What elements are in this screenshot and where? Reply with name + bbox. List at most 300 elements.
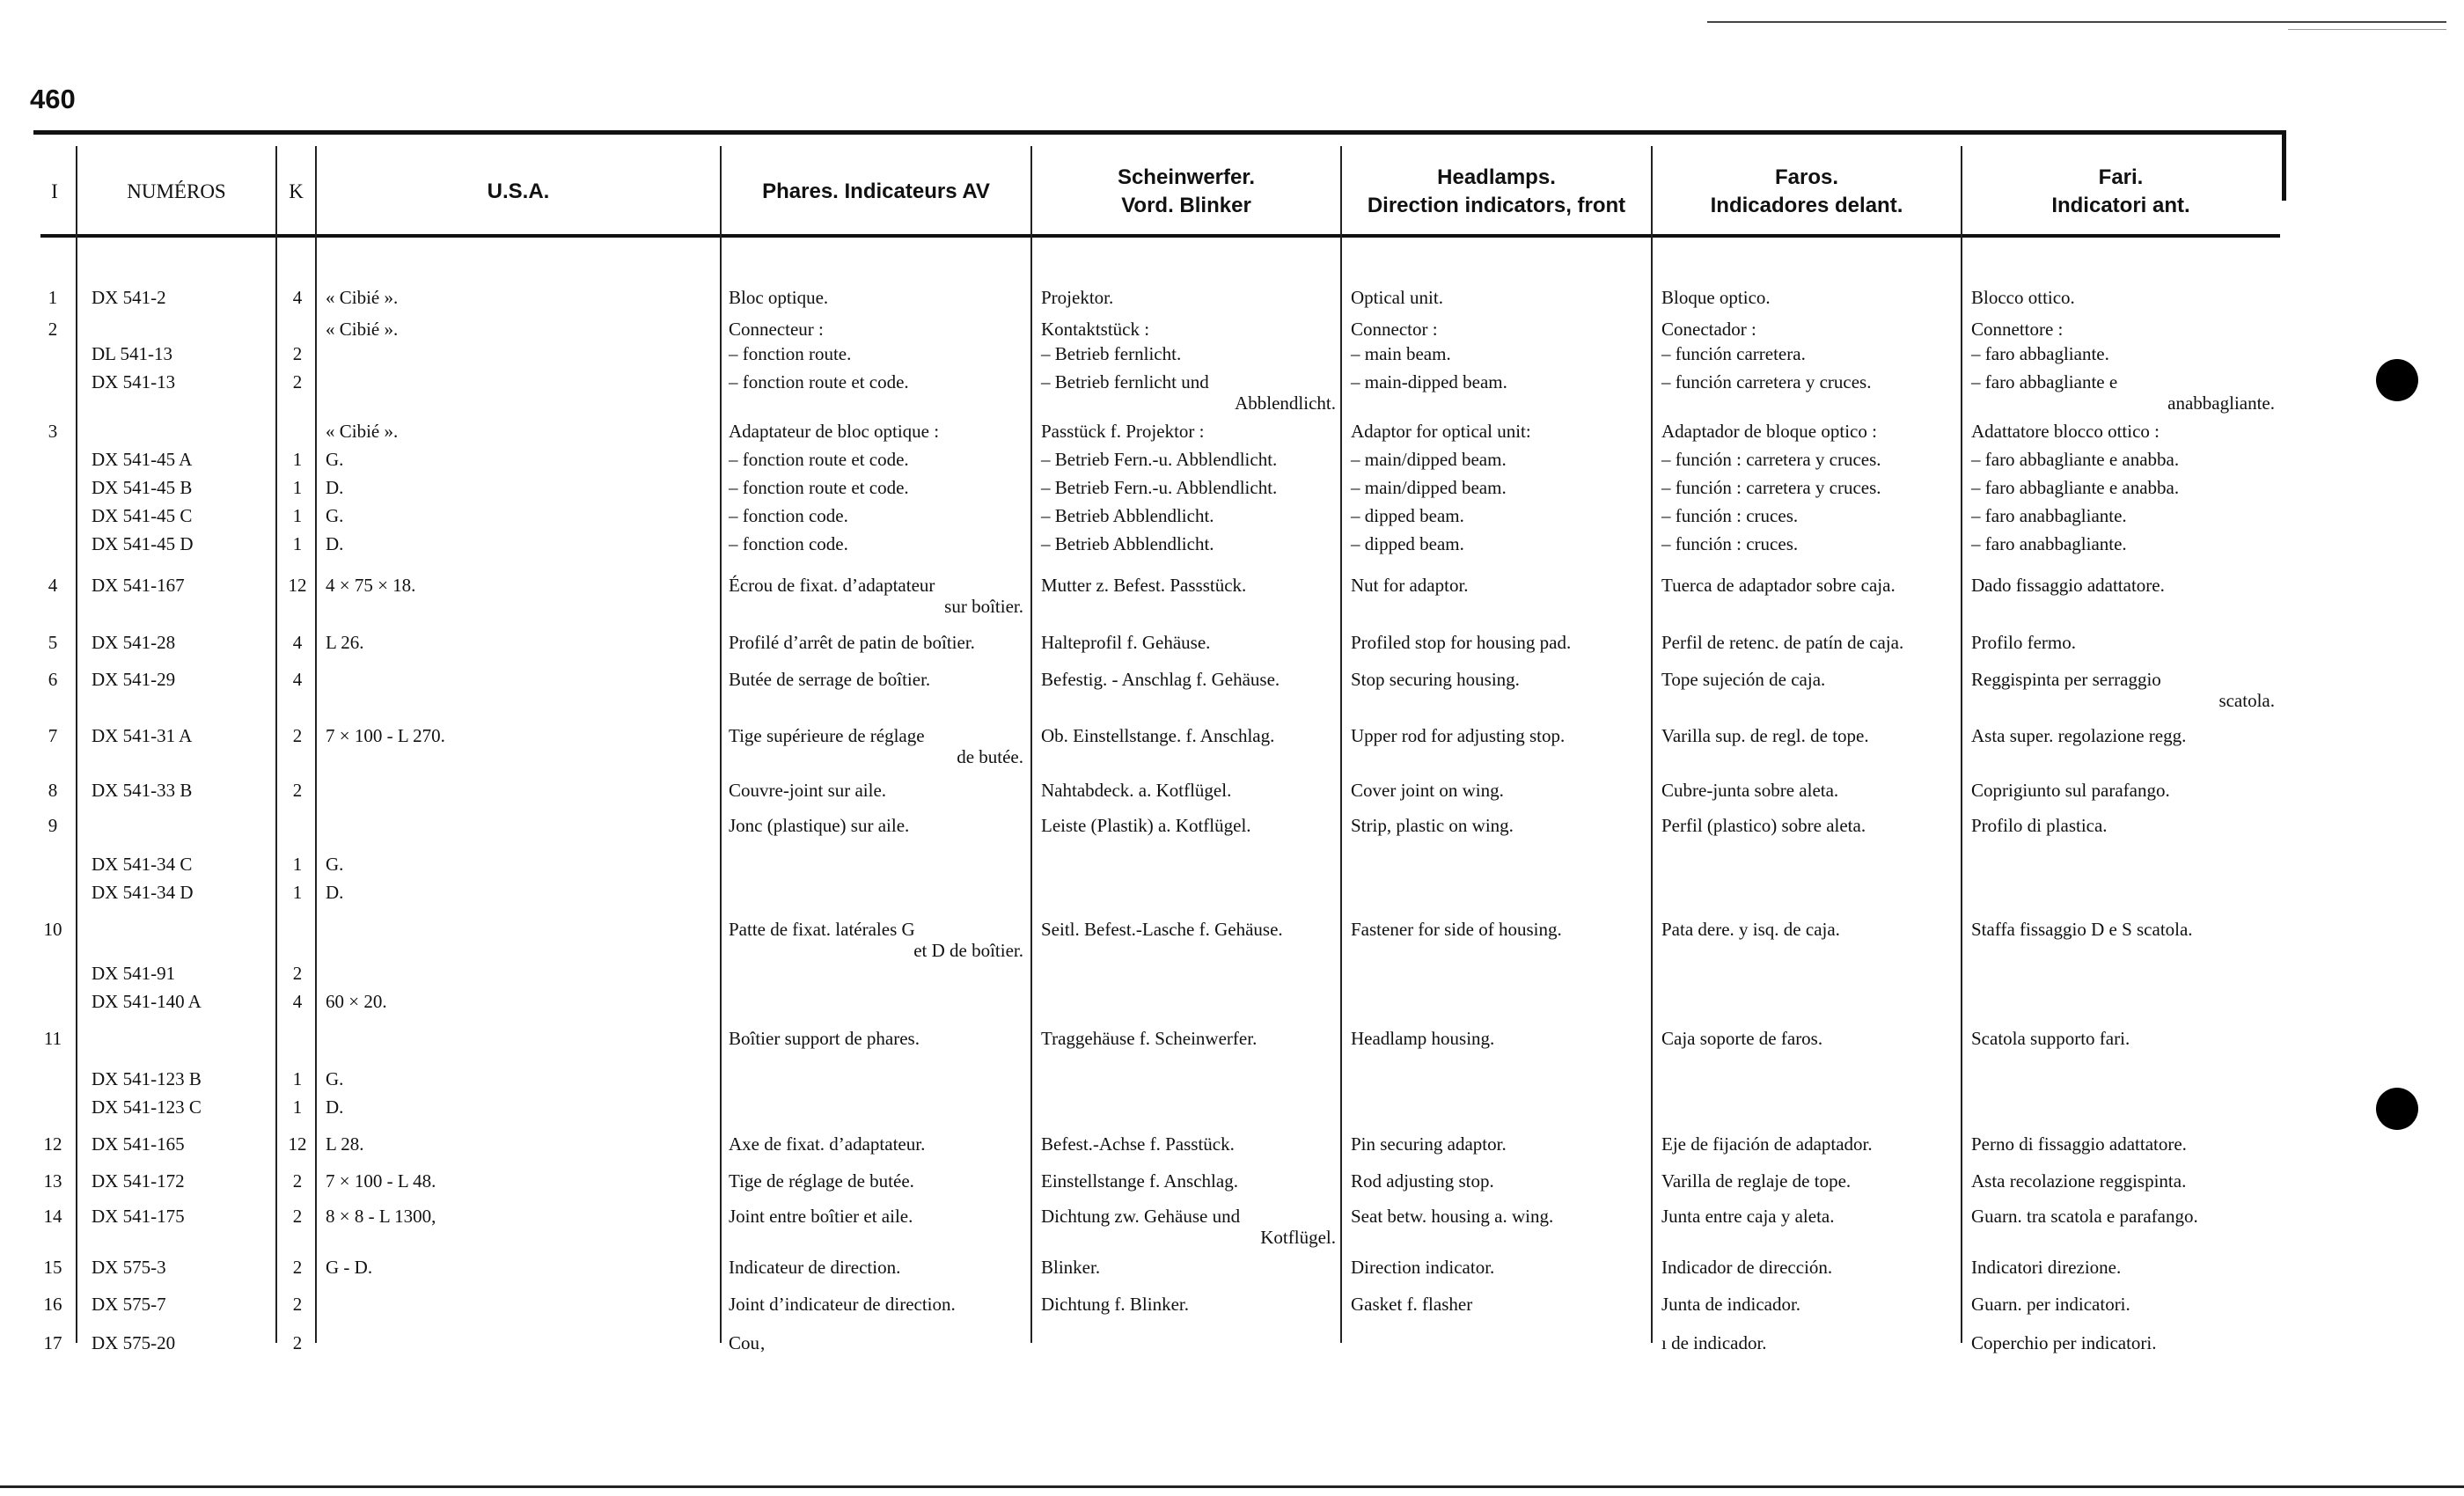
usa-note bbox=[326, 1257, 713, 1278]
german-description-continuation: Abblendlicht. bbox=[1235, 392, 1336, 414]
german-description-text: Mutter z. Befest. Passstück. bbox=[1041, 575, 1247, 596]
english-description-text: Adaptor for optical unit: bbox=[1351, 421, 1531, 442]
french-description-text: Couvre-joint sur aile. bbox=[729, 780, 887, 801]
part-number-text: DX 541-34 D bbox=[92, 882, 194, 903]
top-rule-short bbox=[2288, 29, 2446, 30]
french-description bbox=[729, 477, 1023, 498]
french-description-text: Patte de fixat. latérales G bbox=[729, 919, 915, 940]
german-description-text: Befest.-Achse f. Passtück. bbox=[1041, 1133, 1235, 1155]
part-number-text: DX 541-45 D bbox=[92, 533, 194, 554]
italian-description-text: Guarn. per indicatori. bbox=[1971, 1294, 2130, 1315]
part-number-text: DX 541-31 A bbox=[92, 725, 193, 746]
part-number-text: DX 541-123 C bbox=[92, 1096, 202, 1118]
part-number bbox=[92, 287, 272, 308]
quantity-text: 1 bbox=[292, 533, 303, 554]
quantity bbox=[282, 575, 313, 596]
italian-description bbox=[1971, 449, 2275, 470]
column-divider bbox=[1030, 146, 1032, 1343]
german-description bbox=[1041, 1133, 1336, 1155]
spanish-description-text: Pata dere. y isq. de caja. bbox=[1661, 919, 1840, 940]
italian-description bbox=[1971, 1294, 2275, 1315]
french-description bbox=[729, 319, 1023, 340]
german-description-text: – Betrieb Abblendlicht. bbox=[1041, 505, 1214, 526]
english-description bbox=[1351, 533, 1646, 554]
part-number-text: DX 541-33 B bbox=[92, 780, 193, 801]
spanish-description bbox=[1661, 725, 1956, 746]
german-description-text: – Betrieb Fern.-u. Abblendlicht. bbox=[1041, 449, 1278, 470]
header-spanish-line2: Indicadores delant. bbox=[1710, 194, 1903, 217]
spanish-description bbox=[1661, 575, 1956, 596]
row-index-text: 17 bbox=[43, 1332, 62, 1353]
french-description-text: Indicateur de direction. bbox=[729, 1257, 901, 1278]
english-description-text: Connector : bbox=[1351, 319, 1438, 340]
column-divider bbox=[1651, 146, 1653, 1343]
quantity-text: 2 bbox=[292, 780, 303, 801]
spanish-description-text: – función : cruces. bbox=[1661, 505, 1799, 526]
italian-description-text: Profilo di plastica. bbox=[1971, 815, 2108, 836]
italian-description-text: Coprigiunto sul parafango. bbox=[1971, 780, 2170, 801]
german-description-text: Dichtung zw. Gehäuse und bbox=[1041, 1206, 1241, 1227]
row-index-text: 10 bbox=[43, 919, 62, 940]
usa-note bbox=[326, 533, 713, 554]
part-number bbox=[92, 477, 272, 498]
quantity bbox=[282, 343, 313, 364]
usa-note-text: « Cibié ». bbox=[326, 287, 399, 308]
row-index-text: 16 bbox=[43, 1294, 62, 1315]
italian-description-text: Asta recolazione reggispinta. bbox=[1971, 1170, 2187, 1192]
quantity-text: 12 bbox=[288, 575, 307, 596]
row-index-text: 3 bbox=[48, 421, 58, 442]
header-italian-line1: Fari. bbox=[2098, 165, 2144, 189]
usa-note bbox=[326, 477, 713, 498]
row-index-text: 9 bbox=[48, 815, 58, 836]
spanish-description bbox=[1661, 1332, 1956, 1353]
quantity-text: 2 bbox=[292, 1170, 303, 1192]
quantity-text: 1 bbox=[292, 1096, 303, 1118]
english-description bbox=[1351, 1133, 1646, 1155]
french-description-text: – fonction route. bbox=[729, 343, 852, 364]
french-description bbox=[729, 1170, 1023, 1192]
usa-note bbox=[326, 632, 713, 653]
english-description bbox=[1351, 477, 1646, 498]
quantity-text: 2 bbox=[292, 1206, 303, 1227]
top-rule bbox=[1707, 21, 2446, 23]
usa-note-text: L 26. bbox=[326, 632, 364, 653]
german-description bbox=[1041, 919, 1336, 940]
quantity bbox=[282, 449, 313, 470]
header-german-line1: Scheinwerfer. bbox=[1117, 165, 1256, 189]
table-right-border bbox=[2282, 130, 2286, 201]
spanish-description bbox=[1661, 287, 1956, 308]
italian-description bbox=[1971, 815, 2275, 836]
german-description bbox=[1041, 632, 1336, 653]
english-description-text: – main/dipped beam. bbox=[1351, 449, 1507, 470]
english-description bbox=[1351, 1294, 1646, 1315]
german-description bbox=[1041, 1206, 1336, 1248]
usa-note bbox=[326, 1170, 713, 1192]
english-description bbox=[1351, 505, 1646, 526]
quantity-text: 2 bbox=[292, 963, 303, 984]
row-index-text: 11 bbox=[43, 1028, 62, 1049]
row-index bbox=[33, 575, 72, 596]
part-number bbox=[92, 1206, 272, 1227]
quantity bbox=[282, 1206, 313, 1227]
row-index-text: 6 bbox=[48, 669, 58, 690]
usa-note-text: « Cibié ». bbox=[326, 319, 399, 340]
quantity-text: 12 bbox=[288, 1133, 307, 1155]
italian-description-text: Asta super. regolazione regg. bbox=[1971, 725, 2187, 746]
part-number-text: DX 541-45 A bbox=[92, 449, 193, 470]
usa-note-text: G. bbox=[326, 854, 344, 875]
german-description bbox=[1041, 449, 1336, 470]
part-number-text: DX 541-165 bbox=[92, 1133, 185, 1155]
spanish-description-text: Perfil de retenc. de patín de caja. bbox=[1661, 632, 1904, 653]
row-index-text: 14 bbox=[43, 1206, 62, 1227]
italian-description bbox=[1971, 1170, 2275, 1192]
german-description bbox=[1041, 287, 1336, 308]
italian-description bbox=[1971, 1133, 2275, 1155]
italian-description bbox=[1971, 287, 2275, 308]
part-number bbox=[92, 343, 272, 364]
part-number bbox=[92, 1133, 272, 1155]
italian-description-text: Reggispinta per serraggio bbox=[1971, 669, 2161, 690]
header-english bbox=[1342, 157, 1651, 227]
quantity-text: 2 bbox=[292, 343, 303, 364]
part-number bbox=[92, 991, 272, 1012]
spanish-description bbox=[1661, 669, 1956, 690]
spanish-description-text: Perfil (plastico) sobre aleta. bbox=[1661, 815, 1866, 836]
spanish-description bbox=[1661, 632, 1956, 653]
quantity-text: 2 bbox=[292, 1294, 303, 1315]
usa-note-text: G. bbox=[326, 505, 344, 526]
english-description-text: – dipped beam. bbox=[1351, 533, 1464, 554]
quantity bbox=[282, 505, 313, 526]
quantity-text: 1 bbox=[292, 854, 303, 875]
usa-note-text: 8 × 8 - L 1300, bbox=[326, 1206, 436, 1227]
bottom-rule bbox=[0, 1485, 2464, 1488]
german-description-text: Projektor. bbox=[1041, 287, 1114, 308]
french-description-text: Tige de réglage de butée. bbox=[729, 1170, 914, 1192]
french-description-text: Joint d’indicateur de direction. bbox=[729, 1294, 956, 1315]
spanish-description bbox=[1661, 780, 1956, 801]
usa-note bbox=[326, 882, 713, 903]
german-description-text: – Betrieb Fern.-u. Abblendlicht. bbox=[1041, 477, 1278, 498]
row-index bbox=[33, 1257, 72, 1278]
english-description-text: Seat betw. housing a. wing. bbox=[1351, 1206, 1554, 1227]
spanish-description bbox=[1661, 1294, 1956, 1315]
english-description bbox=[1351, 780, 1646, 801]
french-description-text: Profilé d’arrêt de patin de boîtier. bbox=[729, 632, 975, 653]
usa-note-text: D. bbox=[326, 882, 344, 903]
french-description bbox=[729, 1206, 1023, 1227]
italian-description bbox=[1971, 319, 2275, 340]
spanish-description bbox=[1661, 1257, 1956, 1278]
usa-note bbox=[326, 449, 713, 470]
french-description bbox=[729, 449, 1023, 470]
row-index-text: 4 bbox=[48, 575, 58, 596]
spanish-description-text: Caja soporte de faros. bbox=[1661, 1028, 1823, 1049]
quantity bbox=[282, 1068, 313, 1089]
header-english-line1: Headlamps. bbox=[1437, 165, 1556, 189]
italian-description bbox=[1971, 1028, 2275, 1049]
italian-description-continuation: anabbagliante. bbox=[2167, 392, 2275, 414]
quantity bbox=[282, 882, 313, 903]
english-description-text: Strip, plastic on wing. bbox=[1351, 815, 1514, 836]
part-number-text: DX 541-2 bbox=[92, 287, 166, 308]
spanish-description bbox=[1661, 421, 1956, 442]
german-description-text: – Betrieb fernlicht. bbox=[1041, 343, 1182, 364]
spanish-description-text: Tuerca de adaptador sobre caja. bbox=[1661, 575, 1896, 596]
usa-note-text: D. bbox=[326, 1096, 344, 1118]
german-description-text: Ob. Einstellstange. f. Anschlag. bbox=[1041, 725, 1275, 746]
row-index bbox=[33, 780, 72, 801]
part-number-text: DL 541-13 bbox=[92, 343, 172, 364]
italian-description-text: – faro abbagliante e bbox=[1971, 371, 2118, 392]
page-number: 460 bbox=[30, 84, 76, 114]
usa-note-text: L 28. bbox=[326, 1133, 364, 1155]
quantity-text: 2 bbox=[292, 1257, 303, 1278]
quantity bbox=[282, 1332, 313, 1353]
usa-note bbox=[326, 1068, 713, 1089]
usa-note-text: 7 × 100 - L 48. bbox=[326, 1170, 436, 1192]
usa-note-text: « Cibié ». bbox=[326, 421, 399, 442]
german-description-text: Befestig. - Anschlag f. Gehäuse. bbox=[1041, 669, 1280, 690]
header-german-line2: Vord. Blinker bbox=[1121, 194, 1251, 217]
spanish-description bbox=[1661, 1028, 1956, 1049]
italian-description bbox=[1971, 1257, 2275, 1278]
header-separator bbox=[40, 234, 2280, 238]
row-index bbox=[33, 815, 72, 836]
row-index bbox=[33, 919, 72, 940]
french-description-continuation: et D de boîtier. bbox=[913, 940, 1023, 961]
spanish-description-text: Indicador de dirección. bbox=[1661, 1257, 1833, 1278]
spanish-description bbox=[1661, 343, 1956, 364]
usa-note bbox=[326, 505, 713, 526]
row-index-text: 1 bbox=[48, 287, 58, 308]
english-description bbox=[1351, 343, 1646, 364]
part-number-text: DX 541-140 A bbox=[92, 991, 202, 1012]
quantity bbox=[282, 477, 313, 498]
french-description bbox=[729, 371, 1023, 392]
part-number bbox=[92, 1332, 272, 1353]
french-description-text: Tige supérieure de réglage bbox=[729, 725, 925, 746]
quantity bbox=[282, 1294, 313, 1315]
french-description-text: Bloc optique. bbox=[729, 287, 829, 308]
italian-description-text: Indicatori direzione. bbox=[1971, 1257, 2122, 1278]
spanish-description-text: Varilla sup. de regl. de tope. bbox=[1661, 725, 1869, 746]
usa-note bbox=[326, 421, 713, 442]
row-index-text: 5 bbox=[48, 632, 58, 653]
italian-description bbox=[1971, 919, 2275, 940]
english-description-text: Profiled stop for housing pad. bbox=[1351, 632, 1572, 653]
italian-description-text: Connettore : bbox=[1971, 319, 2064, 340]
row-index-text: 15 bbox=[43, 1257, 62, 1278]
part-number-text: DX 541-13 bbox=[92, 371, 176, 392]
part-number-text: DX 541-29 bbox=[92, 669, 176, 690]
spanish-description bbox=[1661, 505, 1956, 526]
german-description bbox=[1041, 1294, 1336, 1315]
english-description-text: – main beam. bbox=[1351, 343, 1451, 364]
german-description-text: Kontaktstück : bbox=[1041, 319, 1150, 340]
spanish-description-text: ı de indicador. bbox=[1661, 1332, 1767, 1353]
usa-note bbox=[326, 1206, 713, 1227]
french-description bbox=[729, 1028, 1023, 1049]
italian-description bbox=[1971, 533, 2275, 554]
quantity-text: 4 bbox=[292, 632, 303, 653]
usa-note bbox=[326, 725, 713, 746]
quantity bbox=[282, 725, 313, 746]
german-description-text: Blinker. bbox=[1041, 1257, 1101, 1278]
german-description bbox=[1041, 371, 1336, 414]
french-description bbox=[729, 343, 1023, 364]
italian-description bbox=[1971, 780, 2275, 801]
german-description bbox=[1041, 319, 1336, 340]
part-number-text: DX 541-172 bbox=[92, 1170, 185, 1192]
french-description-text: Connecteur : bbox=[729, 319, 824, 340]
row-index bbox=[33, 725, 72, 746]
header-italian-line2: Indicatori ant. bbox=[2051, 194, 2190, 217]
part-number bbox=[92, 575, 272, 596]
english-description-text: Nut for adaptor. bbox=[1351, 575, 1469, 596]
usa-note-text: 7 × 100 - L 270. bbox=[326, 725, 445, 746]
italian-description-text: Profilo fermo. bbox=[1971, 632, 2076, 653]
german-description bbox=[1041, 815, 1336, 836]
french-description bbox=[729, 725, 1023, 767]
german-description-text: Einstellstange f. Anschlag. bbox=[1041, 1170, 1238, 1192]
part-number bbox=[92, 1096, 272, 1118]
row-index bbox=[33, 287, 72, 308]
italian-description bbox=[1971, 477, 2275, 498]
part-number-text: DX 541-91 bbox=[92, 963, 176, 984]
german-description bbox=[1041, 1028, 1336, 1049]
part-number bbox=[92, 371, 272, 392]
english-description-text: – dipped beam. bbox=[1351, 505, 1464, 526]
quantity bbox=[282, 1096, 313, 1118]
usa-note-text: D. bbox=[326, 533, 344, 554]
german-description bbox=[1041, 343, 1336, 364]
column-divider bbox=[76, 146, 77, 1343]
german-description bbox=[1041, 780, 1336, 801]
spanish-description bbox=[1661, 533, 1956, 554]
quantity-text: 1 bbox=[292, 1068, 303, 1089]
header-usa: U.S.A. bbox=[487, 180, 550, 203]
spanish-description bbox=[1661, 1133, 1956, 1155]
italian-description bbox=[1971, 575, 2275, 596]
german-description-text: – Betrieb fernlicht und bbox=[1041, 371, 1209, 392]
part-number bbox=[92, 1294, 272, 1315]
row-index bbox=[33, 319, 72, 340]
quantity-text: 4 bbox=[292, 991, 303, 1012]
english-description bbox=[1351, 669, 1646, 690]
english-description bbox=[1351, 371, 1646, 392]
english-description-text: Upper rod for adjusting stop. bbox=[1351, 725, 1566, 746]
quantity bbox=[282, 669, 313, 690]
quantity-text: 1 bbox=[292, 477, 303, 498]
english-description bbox=[1351, 421, 1646, 442]
italian-description bbox=[1971, 371, 2275, 414]
spanish-description-text: Adaptador de bloque optico : bbox=[1661, 421, 1877, 442]
column-divider bbox=[275, 146, 277, 1343]
french-description bbox=[729, 505, 1023, 526]
italian-description-text: – faro anabbagliante. bbox=[1971, 505, 2127, 526]
german-description-text: Passtück f. Projektor : bbox=[1041, 421, 1205, 442]
italian-description-text: – faro abbagliante e anabba. bbox=[1971, 477, 2180, 498]
part-number bbox=[92, 632, 272, 653]
french-description-continuation: de butée. bbox=[957, 746, 1023, 767]
usa-note-text: G. bbox=[326, 1068, 344, 1089]
quantity bbox=[282, 991, 313, 1012]
part-number bbox=[92, 780, 272, 801]
english-description-text: Gasket f. flasher bbox=[1351, 1294, 1473, 1315]
row-index-text: 7 bbox=[48, 725, 58, 746]
table-top-border bbox=[33, 130, 2284, 135]
header-index: I bbox=[51, 180, 58, 202]
quantity bbox=[282, 632, 313, 653]
spanish-description bbox=[1661, 449, 1956, 470]
part-number bbox=[92, 882, 272, 903]
italian-description-text: – faro abbagliante e anabba. bbox=[1971, 449, 2180, 470]
part-number bbox=[92, 505, 272, 526]
usa-note bbox=[326, 319, 713, 340]
part-number bbox=[92, 533, 272, 554]
usa-note bbox=[326, 854, 713, 875]
spanish-description-text: – función carretera. bbox=[1661, 343, 1806, 364]
spanish-description bbox=[1661, 1206, 1956, 1227]
row-index bbox=[33, 1170, 72, 1192]
header-spanish bbox=[1653, 157, 1961, 227]
usa-note bbox=[326, 991, 713, 1012]
german-description bbox=[1041, 725, 1336, 746]
part-number bbox=[92, 854, 272, 875]
french-description bbox=[729, 421, 1023, 442]
english-description-text: Stop securing housing. bbox=[1351, 669, 1520, 690]
french-description bbox=[729, 1294, 1023, 1315]
quantity-text: 1 bbox=[292, 449, 303, 470]
quantity bbox=[282, 780, 313, 801]
english-description bbox=[1351, 319, 1646, 340]
column-divider bbox=[720, 146, 722, 1343]
part-number-text: DX 541-34 C bbox=[92, 854, 193, 875]
usa-note bbox=[326, 1133, 713, 1155]
column-divider bbox=[315, 146, 317, 1343]
french-description-text: Axe de fixat. d’adaptateur. bbox=[729, 1133, 926, 1155]
french-description bbox=[729, 287, 1023, 308]
quantity-text: 2 bbox=[292, 1332, 303, 1353]
german-description-text: Halteprofil f. Gehäuse. bbox=[1041, 632, 1211, 653]
spanish-description-text: Conectador : bbox=[1661, 319, 1756, 340]
french-description-text: Écrou de fixat. d’adaptateur bbox=[729, 575, 935, 596]
french-description bbox=[729, 632, 1023, 653]
part-number-text: DX 575-3 bbox=[92, 1257, 166, 1278]
italian-description bbox=[1971, 505, 2275, 526]
italian-description-text: Adattatore blocco ottico : bbox=[1971, 421, 2160, 442]
usa-note-text: G - D. bbox=[326, 1257, 373, 1278]
english-description bbox=[1351, 1206, 1646, 1227]
italian-description bbox=[1971, 1206, 2275, 1227]
row-index-text: 2 bbox=[48, 319, 58, 340]
french-description-text: Adaptateur de bloc optique : bbox=[729, 421, 940, 442]
quantity-text: 2 bbox=[292, 371, 303, 392]
row-index bbox=[33, 1332, 72, 1353]
spanish-description-text: Tope sujeción de caja. bbox=[1661, 669, 1826, 690]
english-description bbox=[1351, 632, 1646, 653]
english-description bbox=[1351, 287, 1646, 308]
spanish-description-text: – función : carretera y cruces. bbox=[1661, 477, 1881, 498]
row-index bbox=[33, 1133, 72, 1155]
french-description bbox=[729, 919, 1023, 961]
french-description bbox=[729, 1332, 1023, 1353]
spanish-description bbox=[1661, 371, 1956, 392]
